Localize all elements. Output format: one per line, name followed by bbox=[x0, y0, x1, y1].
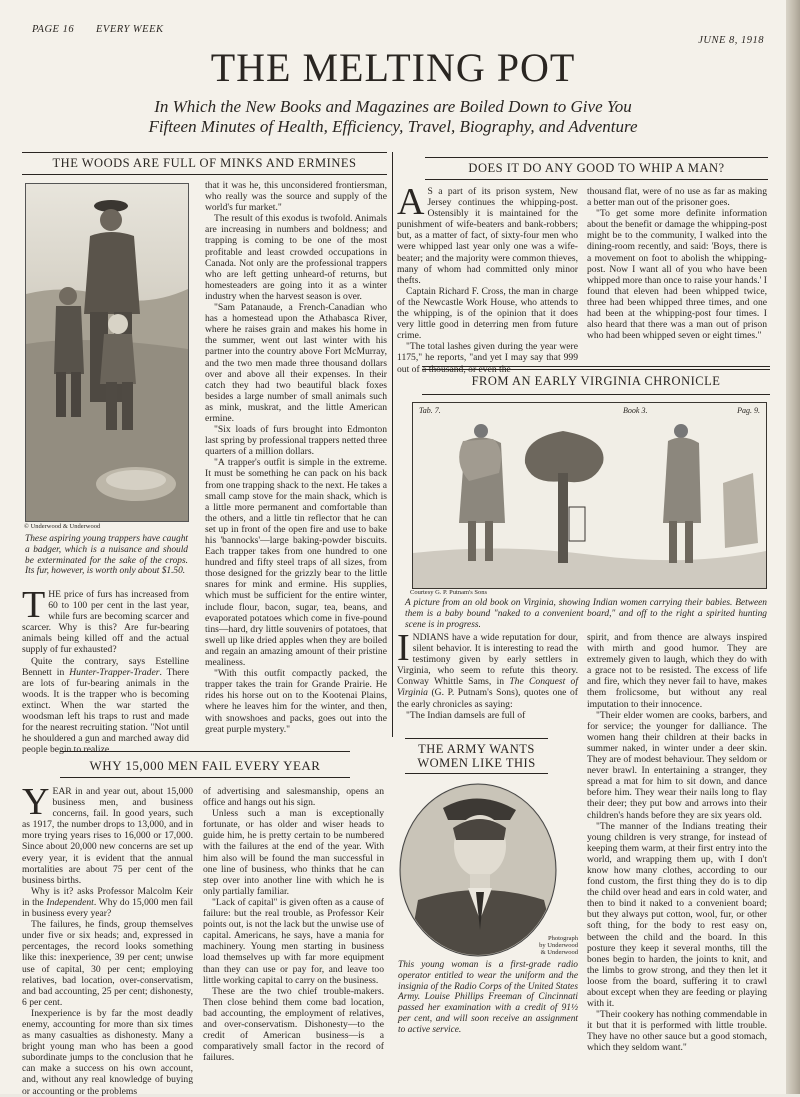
source-title: The Conquest of Virginia bbox=[397, 676, 578, 699]
minks-paragraph: "Sam Patanaude, a French-Canadian who has a homestead upon the Athabasca River, where he raises grain and makes his home in the summer, went out last winter with his partner into the country above Fort McMurray, and the two men made three thousand dollars over and above all their expenses. In their catch they had two beautiful black foxes besides a large number of small animals such as mink, muskrat, and the little American ermine. bbox=[205, 302, 387, 424]
whip-paragraph: thousand flat, were of no use as far as making a better man out of the prisoner goes. bbox=[587, 186, 767, 209]
whip-heading: DOES IT DO ANY GOOD TO WHIP A MAN? bbox=[468, 161, 725, 175]
virginia-caption-block bbox=[405, 598, 767, 630]
minks-paragraph: "Six loads of furs brought into Edmonton last spring by professional trappers netted three quarters of a million dollars. bbox=[205, 424, 387, 458]
minks-paragraph: "A trapper's outfit is simple in the extreme. It must be something he can pack on his back from one trapping shack to the next. He takes a small camp stove for the main shack, which is a little more permanent and comfortable than the others, and a little tin reflector that he can set up in front of the open fire and use to bake his 'bannocks'—large baking-powder biscuits. Each trapper takes from one hundred to one hundred and fifty steel traps of all sizes, from those designed for the grizzly bear to the little snares for mink and ermine. His supplies, which must be sufficient for the entire winter, include flour, bacon, sugar, tea, beans, and evaporated potatoes which come in five-pound tins—hard, dry little souvenirs of potatoes, that swell up like dried apples when they are boiled and regain an amazing amount of their pristine mealiness. bbox=[205, 457, 387, 669]
minks-photo-caption: These aspiring young trappers have caught a badger, which is a nuisance and should be exterminated for the sake of the crops. Its fur, however, is worth only about $1.50. bbox=[25, 534, 188, 577]
virginia-column-2 bbox=[587, 632, 767, 1072]
virginia-paragraph: "Their cookery has nothing commendable in it but that it is performed with little trouble. They have no other sauce but a good stomach, which they seldom want." bbox=[587, 1009, 767, 1054]
radio-operator-portrait bbox=[398, 780, 579, 957]
source-title: Hunter-Trapper-Trader bbox=[69, 666, 160, 678]
trappers-badger-illustration bbox=[26, 184, 188, 521]
virginia-plate-credit: Courtesy G. P. Putnam's Sons bbox=[410, 589, 488, 596]
minks-paragraph: "With this outfit compactly packed, the trapper takes the train for Grande Prairie. He rides his horse out on to the Kootenai Plains, where he leaves him for the winter, and then, with snowshoes and packs, goes out into the great purple mystery." bbox=[205, 668, 387, 735]
fail-paragraph: Unless such a man is exceptionally fortunate, or has older and wiser heads to guide him, he is pretty certain to be numbered with the failures at the end of the year. With him also will be found the man successful in one line of business, who thinks that he can step over into another line with which he is only partially familiar. bbox=[203, 808, 384, 897]
whip-paragraph: "The total lashes given during the year were 1175," he reports, "and yet I may say that 999 out of a thousand, or even the bbox=[397, 341, 578, 375]
virginia-column-1 bbox=[397, 627, 578, 734]
minks-column-2 bbox=[205, 180, 387, 738]
trappers-photo bbox=[25, 183, 189, 522]
indian-women-engraving bbox=[413, 403, 766, 588]
minks-photo-credit: © Underwood & Underwood bbox=[24, 523, 101, 530]
binding-spine bbox=[786, 0, 800, 1094]
virginia-paragraph: spirit, and from thence are always inspired with mirth and good humor. They are extremely given to laugh, which they do with a grace not to be resisted. The excess of life and fire, which they never fail to have, makes them frolicsome, but without any real imputation to their innocence. bbox=[587, 632, 767, 710]
minks-paragraph: HE price of furs has increased from 60 to 100 per cent in the last year, while furs are becoming scarcer and scarcer. Why is this? Are fur-bearing animals being killed off and the actual supply of fur exhausted? bbox=[22, 589, 189, 656]
fail-paragraph: "Lack of capital" is given often as a cause of failure: but the real trouble, as Professor Keir points out, is not the lack but the unwise use of capital. Americans, he says, have a mania for machinery. Young men starting in business load themselves up with far more equipment than they can use or pay for, and leave too little working capital to carry on the business. bbox=[203, 896, 384, 986]
source-title: Independent bbox=[46, 896, 94, 908]
minks-heading: THE WOODS ARE FULL OF MINKS AND ERMINES bbox=[52, 156, 357, 170]
plate-label-right: Pag. 9. bbox=[737, 406, 760, 415]
fail-paragraph: These are the two chief trouble-makers. Then close behind them come bad location, bad accounting, the employment of relatives, and over-conservatism. Dishonesty—to the credit of American business—is a comparatively small factor in the record of failures. bbox=[203, 985, 384, 1064]
fail-paragraph: EAR in and year out, about 15,000 business men, and business concerns, fail. In good years, such as 1917, the number drops to 13,000, and in more trying years rises to 16,000 or 17,000. Since about 20,000 new concerns are set up every year, it is evident that the annual mortalities are about 75 per cent of the business births. bbox=[22, 786, 193, 886]
whip-paragraph: "To get some more definite information about the benefit or damage the whipping-post might be to the community, I walked into the dining-room recently, and said: 'Boys, there is a movement on foot to abolish the whipping-post. Now I want all of you who have been whipped more than once to raise your hands.' I found that eleven had been whipped twice, three had been whipped three times, and one had been at the whipping-post four times. I also heard that there was a man out of prison who had been whipped seven or eight times." bbox=[587, 208, 767, 342]
whip-paragraph: Captain Richard F. Cross, the man in charge of the Newcastle Work House, who attends to the whipping, is of the opinion that it does very little good in deterring men from future crime. bbox=[397, 285, 578, 342]
plate-label-center: Book 3. bbox=[623, 406, 648, 415]
army-caption-block bbox=[398, 960, 578, 1036]
page-number: PAGE 16 bbox=[32, 24, 75, 35]
section-subtitle-line2: Fifteen Minutes of Health, Efficiency, Travel, Biography, and Adventure bbox=[148, 117, 638, 136]
army-photo-credit: Photograph by Underwood & Underwood bbox=[539, 935, 578, 956]
virginia-caption: A picture from an old book on Virginia, showing Indian women carrying their babies. Between them is a baby bound "naked to a convenient board," and off to the right a spirited hunting scene is in progress. bbox=[405, 598, 767, 630]
section-title: THE MELTING POT bbox=[210, 45, 576, 90]
virginia-dropcap: I bbox=[397, 627, 410, 669]
virginia-paragraph: "The manner of the Indians treating their young children is very strange, for instead of keeping them warm, at their first entry into the world, and wrapping them up, with I don't know how many clothes, according to our fond custom, the first thing they do is to dip the child over head and ears in cold water, and then to bind it naked to a convenient board; but they always put cotton, wool, fur, or other soft thing, for the body to rest easy on, between the child and the board. In this posture they keep it several months, till the bones begin to harden, the joints to knit, and the limbs to grow strong, and they then let it loose from the board, suffering it to crawl about except when they are feeding or playing with it. bbox=[587, 820, 767, 1010]
virginia-engraving bbox=[412, 402, 767, 589]
whip-column-1 bbox=[397, 181, 578, 375]
fail-column-2 bbox=[203, 786, 384, 1072]
minks-paragraph: Quite the contrary, says Estelline Bennett in Hunter-Trapper-Trader. There are lots of fur-bearing animals in the woods. It is the trapper who is becoming extinct. When the war started the woodsman left his traps to rust and made for the nearest recruiting station. "Not until he shouldered a gun and marched away did people begin to realize bbox=[22, 655, 189, 756]
fail-paragraph: The failures, he finds, group themselves under five or six heads; and, expressed in percentages, the record looks something like this: inexperience, 39 per cent; unwise use of capital, 30 per cent; employing relatives, bad location, over-conservatism, and bad accounting, 25 per cent; dishonesty, 6 per cent. bbox=[22, 919, 193, 1008]
minks-caption-block bbox=[25, 534, 188, 577]
issue-date: JUNE 8, 1918 bbox=[698, 35, 764, 46]
magazine-name: EVERY WEEK bbox=[96, 24, 164, 35]
fail-paragraph: Inexperience is by far the most deadly enemy, accounting for more than six times as many casualties as dishonesty. Many a bright young man who has been a good subordinate jumps to the conclusion that he can make a success on his own account, and, without any real knowledge of buying or accounting or the problems bbox=[22, 1007, 193, 1097]
radio-operator-photo bbox=[398, 780, 579, 957]
section-subtitle-line1: In Which the New Books and Magazines are Boiled Down to Give You bbox=[154, 97, 632, 116]
virginia-paragraph: "The Indian damsels are full of bbox=[406, 709, 526, 721]
army-caption: This young woman is a first-grade radio operator entitled to wear the uniform and the insignia of the Radio Corps of the United States Army. Louise Phillips Freeman of Cincinnati passed her examination with a credit of 91½ per cent, and will soon receive an assignment to active service. bbox=[398, 960, 578, 1035]
virginia-paragraph: NDIANS have a wide reputation for dour, silent behavior. It is interesting to read the testimony given by early settlers in Virginia, who seem to refute this theory. Conway Whittle Sams, in The Conquest of Virginia (G. P. Putnam's Sons), quotes one of the early chronicles as saying: bbox=[397, 632, 578, 710]
fail-paragraph: of advertising and salesmanship, opens an office and hangs out his sign. bbox=[203, 786, 384, 809]
whip-paragraph: S a part of its prison system, New Jersey continues the whipping-post. Ostensibly it is maintained for the punishment of wife-beaters and bank-robbers; but, as a matter of fact, of sixty-four men who were whipped last year only one was a wife-beater; and the majority were common thieves, many of whom had committed only minor thefts. bbox=[397, 186, 578, 286]
fail-heading: WHY 15,000 MEN FAIL EVERY YEAR bbox=[89, 758, 321, 773]
whip-column-2 bbox=[587, 186, 767, 364]
whip-dropcap: A bbox=[397, 181, 425, 223]
army-heading: THE ARMY WANTS WOMEN LIKE THIS bbox=[417, 742, 536, 770]
plate-label-left: Tab. 7. bbox=[419, 406, 441, 415]
virginia-paragraph: "Their elder women are cooks, barbers, and for service; the younger for dalliance. The women hang their children at their backs in summer naked, in winter under a deer skin. They are of modest behaviour. They seldom or never brawl. In entertaining a stranger, they spread a mat for him to sit down, and dance before him. They wear their nails long to flay their deer; they put bow and arrows into their children's hands before they are six years old. bbox=[587, 709, 767, 821]
virginia-heading: FROM AN EARLY VIRGINIA CHRONICLE bbox=[471, 374, 721, 388]
fail-paragraph: Why is it? asks Professor Malcolm Keir in the Independent. Why do 15,000 men fail in business every year? bbox=[22, 885, 193, 920]
minks-dropcap: T bbox=[22, 584, 46, 626]
fail-dropcap: Y bbox=[22, 781, 50, 823]
minks-paragraph: that it was he, this unconsidered frontiersman, who really was the source and supply of the world's fur market." bbox=[205, 180, 387, 214]
minks-column-1 bbox=[22, 584, 189, 756]
minks-paragraph: The result of this exodus is twofold. Animals are increasing in numbers and boldness; and trapping is coming to be one of the most profitable and least crowded occupations in Canada. Not only are the professional trappers who are left getting unheard-of returns, but homesteaders are going into it as a winter industry when the harvest season is over. bbox=[205, 213, 387, 302]
fail-column-1 bbox=[22, 781, 193, 1097]
